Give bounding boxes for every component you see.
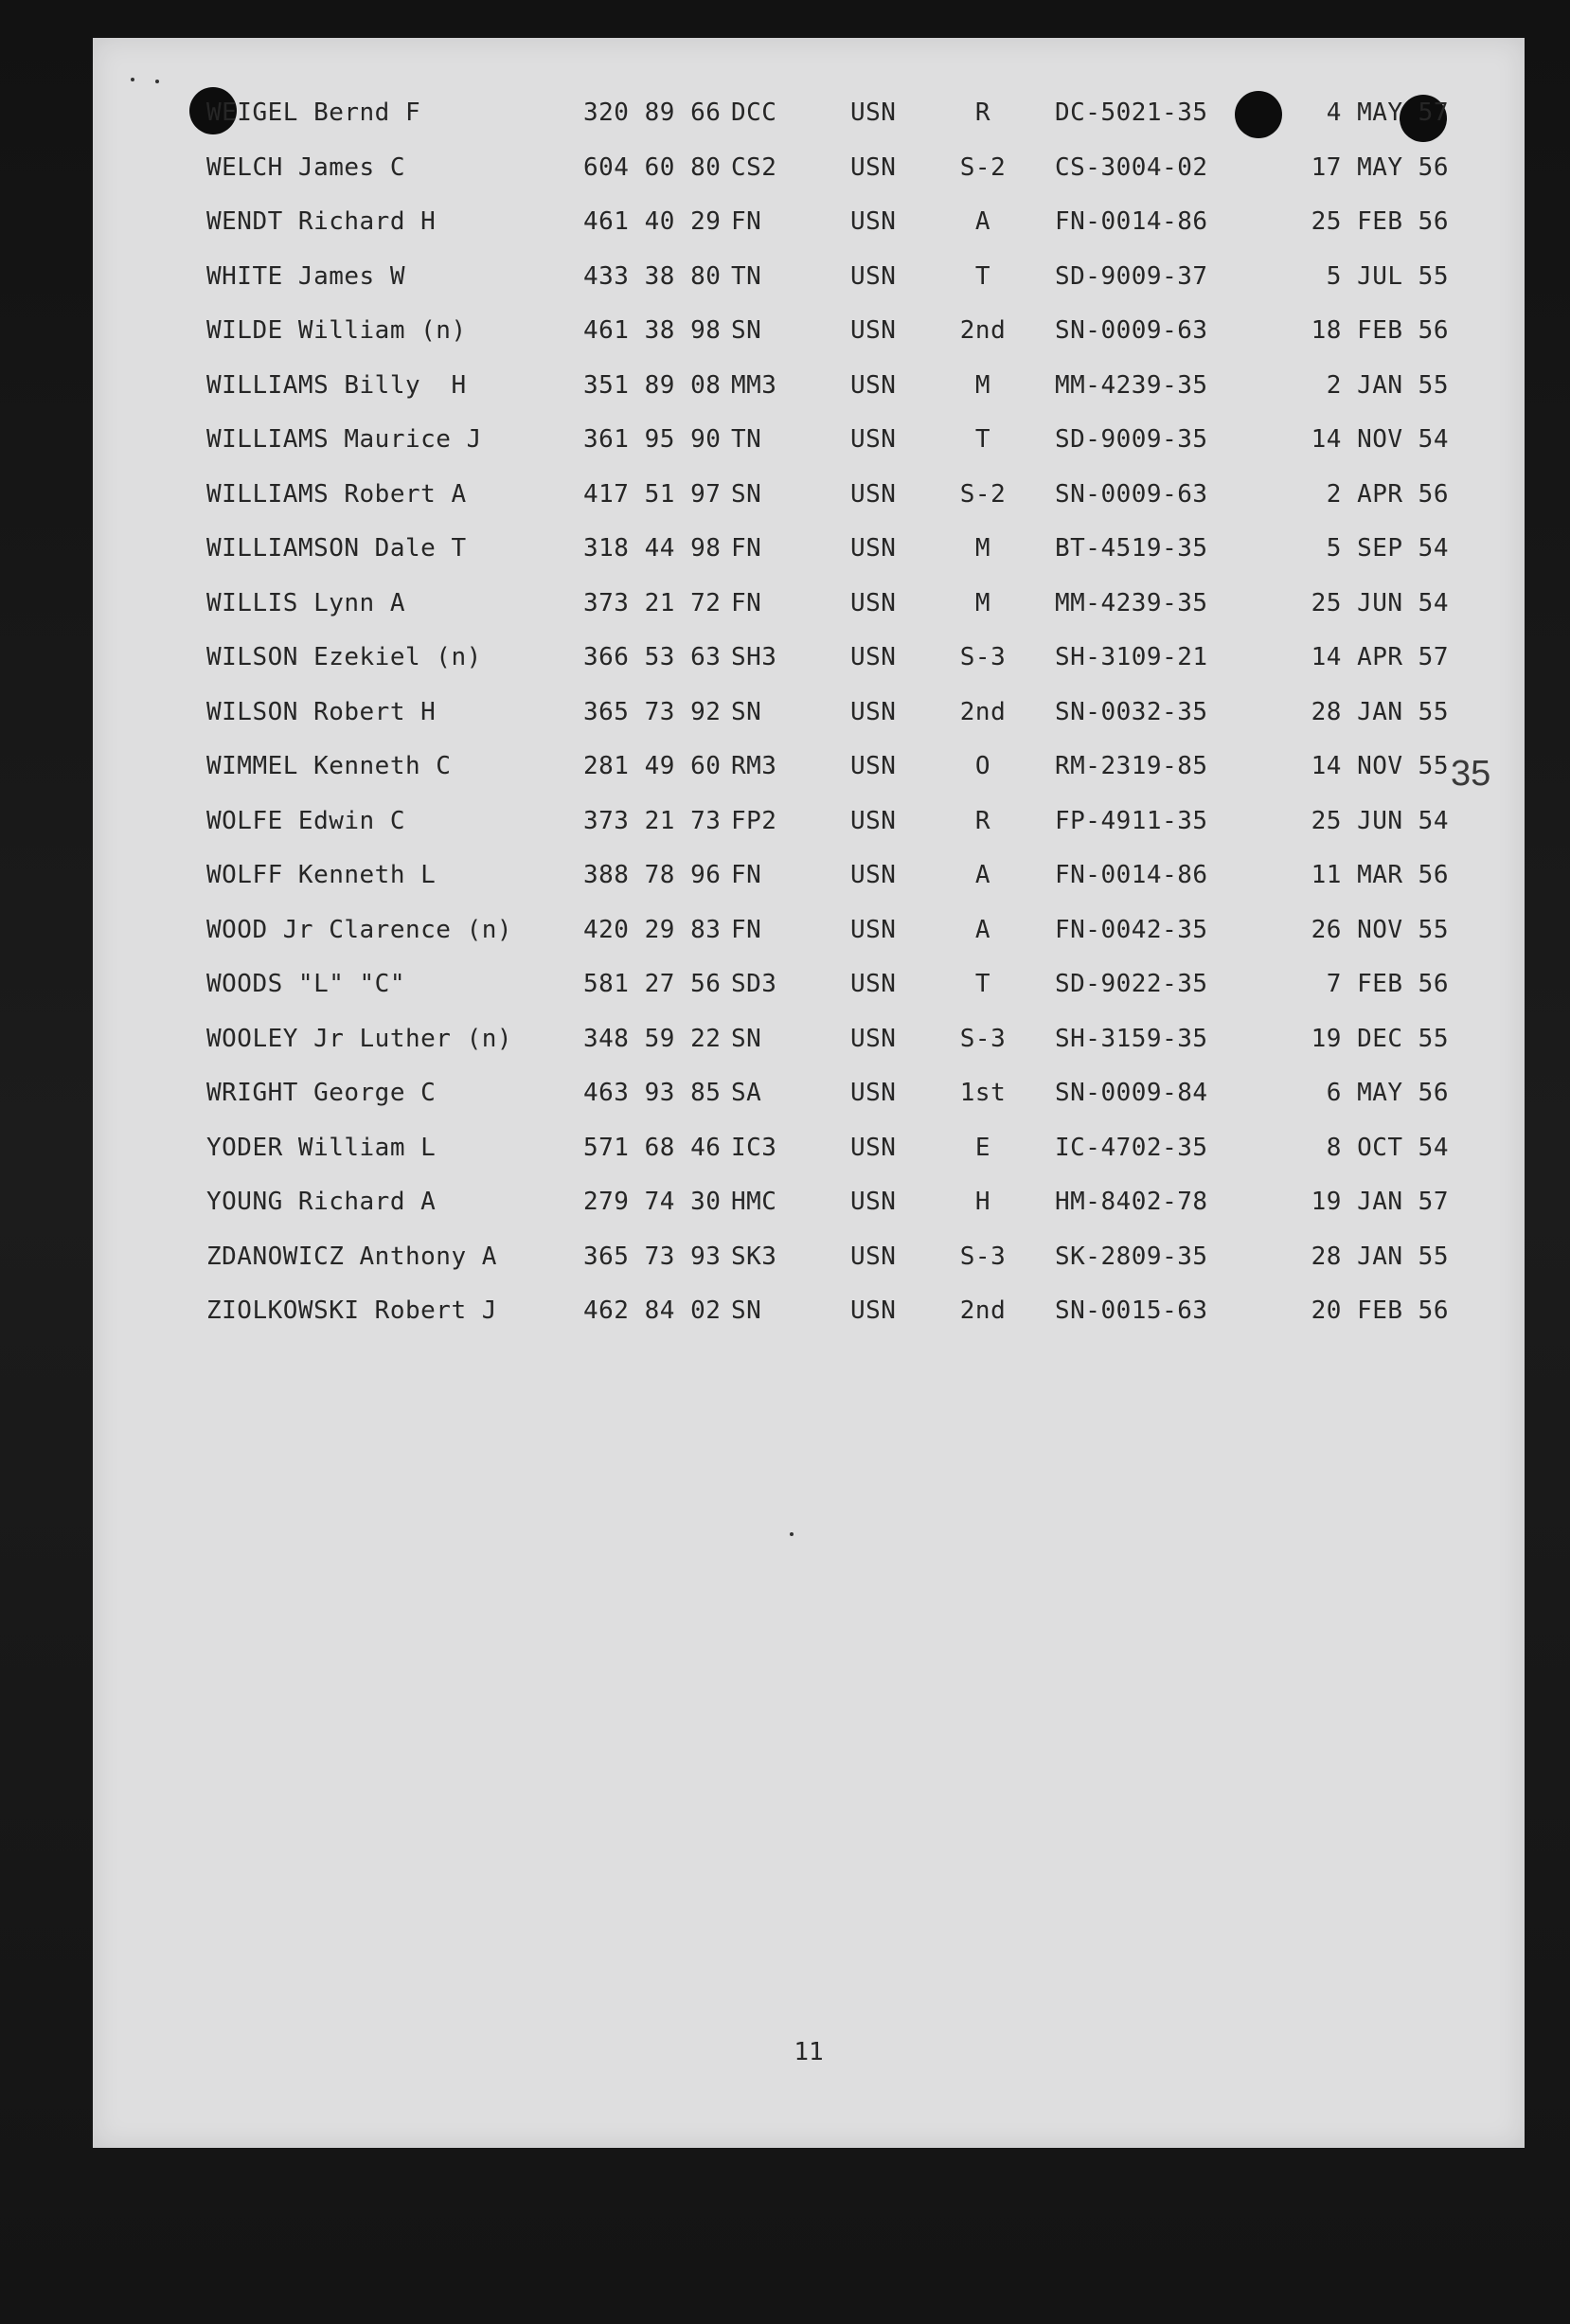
- row-date: 7 FEB 56: [1326, 970, 1449, 998]
- row-service-number: 373 21 73: [583, 806, 722, 835]
- row-division: M: [974, 588, 991, 617]
- row-service-number: 433 38 80: [583, 261, 722, 291]
- row-name: WIMMEL Kenneth C: [206, 752, 452, 780]
- row-name: ZDANOWICZ Anthony A: [206, 1242, 497, 1271]
- row-date: 19 JAN 57: [1311, 1188, 1449, 1216]
- row-rate: FN: [731, 588, 762, 617]
- row-service-number: 373 21 72: [583, 588, 722, 617]
- row-name: WILLIAMS Billy H: [206, 370, 467, 400]
- row-rate: SA: [731, 1079, 762, 1107]
- row-code: FN-0042-35: [1055, 915, 1208, 944]
- row-date: 2 APR 56: [1326, 479, 1449, 509]
- row-date: 4 MAY 57: [1326, 98, 1449, 127]
- row-rate: MM3: [731, 370, 777, 400]
- page-number: 11: [794, 2038, 824, 2066]
- table-row: [93, 970, 1525, 1008]
- row-code: FN-0014-86: [1055, 861, 1208, 889]
- row-service-number: 320 89 66: [583, 98, 722, 127]
- row-date: 5 JUL 55: [1326, 261, 1449, 291]
- row-name: WILDE William (n): [206, 316, 467, 345]
- row-name: WELCH James C: [206, 152, 405, 182]
- row-code: SH-3159-35: [1055, 1024, 1208, 1053]
- row-name: WOODS "L" "C": [206, 970, 405, 998]
- row-service-number: 279 74 30: [583, 1188, 722, 1216]
- row-name: YOUNG Richard A: [206, 1188, 437, 1216]
- row-service-number: 281 49 60: [583, 752, 722, 780]
- row-code: MM-4239-35: [1055, 588, 1208, 617]
- row-date: 25 JUN 54: [1311, 588, 1449, 617]
- row-date: 11 MAR 56: [1311, 861, 1449, 889]
- row-branch: USN: [850, 915, 897, 944]
- table-row: [93, 480, 1525, 518]
- row-date: 26 NOV 55: [1311, 915, 1449, 944]
- table-row: [93, 1134, 1525, 1171]
- table-row: [93, 916, 1525, 954]
- row-name: WHITE James W: [206, 261, 405, 291]
- row-branch: USN: [850, 152, 897, 182]
- table-row: [93, 1242, 1525, 1280]
- row-rate: FN: [731, 915, 762, 944]
- row-division: M: [974, 370, 991, 400]
- row-branch: USN: [850, 643, 897, 671]
- row-code: IC-4702-35: [1055, 1133, 1208, 1162]
- table-row: [93, 752, 1525, 790]
- row-code: DC-5021-35: [1055, 98, 1208, 127]
- row-code: SD-9009-35: [1055, 425, 1208, 454]
- row-code: SN-0009-63: [1055, 479, 1208, 509]
- row-branch: USN: [850, 534, 897, 563]
- row-code: BT-4519-35: [1055, 534, 1208, 563]
- table-row: [93, 207, 1525, 245]
- row-division: S-3: [959, 643, 1007, 671]
- row-division: T: [974, 970, 991, 998]
- row-rate: SN: [731, 1024, 762, 1053]
- row-name: WOOD Jr Clarence (n): [206, 915, 513, 944]
- row-branch: USN: [850, 697, 897, 726]
- row-code: SN-0015-63: [1055, 1296, 1208, 1325]
- table-row: [93, 698, 1525, 736]
- row-branch: USN: [850, 207, 897, 236]
- row-division: R: [974, 98, 991, 127]
- row-rate: RM3: [731, 752, 777, 780]
- row-code: MM-4239-35: [1055, 370, 1208, 400]
- row-rate: FN: [731, 207, 762, 236]
- row-division: A: [974, 915, 991, 944]
- table-row: [93, 1025, 1525, 1063]
- row-division: 2nd: [959, 316, 1007, 345]
- row-division: S-3: [959, 1024, 1007, 1053]
- row-service-number: 366 53 63: [583, 643, 722, 671]
- table-row: [93, 1188, 1525, 1225]
- row-code: SN-0009-84: [1055, 1079, 1208, 1107]
- row-division: A: [974, 861, 991, 889]
- row-date: 14 NOV 54: [1311, 425, 1449, 454]
- row-name: WILLIS Lynn A: [206, 588, 405, 617]
- side-number: 35: [1451, 754, 1491, 794]
- row-division: 2nd: [959, 1296, 1007, 1325]
- row-date: 14 NOV 55: [1311, 752, 1449, 780]
- table-row: [93, 534, 1525, 572]
- row-branch: USN: [850, 1296, 897, 1325]
- table-row: [93, 425, 1525, 463]
- row-division: 1st: [959, 1079, 1007, 1107]
- row-division: M: [974, 534, 991, 563]
- row-code: CS-3004-02: [1055, 152, 1208, 182]
- table-row: [93, 589, 1525, 627]
- row-division: 2nd: [959, 697, 1007, 726]
- row-service-number: 365 73 92: [583, 697, 722, 726]
- row-date: 20 FEB 56: [1311, 1296, 1449, 1325]
- table-row: [93, 807, 1525, 845]
- row-code: SD-9022-35: [1055, 970, 1208, 998]
- row-division: E: [974, 1133, 991, 1162]
- row-name: WILLIAMS Robert A: [206, 479, 467, 509]
- row-code: RM-2319-85: [1055, 752, 1208, 780]
- row-service-number: 463 93 85: [583, 1079, 722, 1107]
- row-rate: CS2: [731, 152, 777, 182]
- row-date: 19 DEC 55: [1311, 1024, 1449, 1053]
- row-branch: USN: [850, 425, 897, 454]
- row-service-number: 365 73 93: [583, 1242, 722, 1271]
- speck: [790, 1532, 794, 1536]
- row-name: ZIOLKOWSKI Robert J: [206, 1296, 497, 1325]
- row-name: WILLIAMS Maurice J: [206, 425, 482, 454]
- row-division: T: [974, 425, 991, 454]
- speck: [131, 78, 134, 81]
- row-date: 6 MAY 56: [1326, 1079, 1449, 1107]
- row-date: 28 JAN 55: [1311, 697, 1449, 726]
- row-name: WILSON Ezekiel (n): [206, 643, 482, 671]
- row-date: 17 MAY 56: [1311, 152, 1449, 182]
- row-code: SK-2809-35: [1055, 1242, 1208, 1271]
- row-service-number: 604 60 80: [583, 152, 722, 182]
- row-rate: SH3: [731, 643, 777, 671]
- row-branch: USN: [850, 970, 897, 998]
- row-branch: USN: [850, 261, 897, 291]
- table-row: [93, 98, 1525, 136]
- table-row: [93, 861, 1525, 899]
- row-date: 25 FEB 56: [1311, 207, 1449, 236]
- row-service-number: 571 68 46: [583, 1133, 722, 1162]
- row-rate: DCC: [731, 98, 777, 127]
- table-row: [93, 643, 1525, 681]
- row-division: T: [974, 261, 991, 291]
- row-division: S-3: [959, 1242, 1007, 1271]
- row-service-number: 581 27 56: [583, 970, 722, 998]
- row-date: 28 JAN 55: [1311, 1242, 1449, 1271]
- row-code: SN-0032-35: [1055, 697, 1208, 726]
- table-row: [93, 1296, 1525, 1334]
- row-name: WEIGEL Bern⁠d F: [206, 98, 421, 127]
- row-service-number: 388 78 96: [583, 861, 722, 889]
- row-branch: USN: [850, 806, 897, 835]
- row-name: WOLFF Kenneth L: [206, 861, 437, 889]
- row-service-number: 351 89 08: [583, 370, 722, 400]
- row-rate: SK3: [731, 1242, 777, 1271]
- row-rate: SD3: [731, 970, 777, 998]
- row-service-number: 417 51 97: [583, 479, 722, 509]
- row-code: FN-0014-86: [1055, 207, 1208, 236]
- row-branch: USN: [850, 479, 897, 509]
- row-date: 8 OCT 54: [1326, 1133, 1449, 1162]
- table-row: [93, 371, 1525, 409]
- row-branch: USN: [850, 588, 897, 617]
- row-rate: TN: [731, 425, 762, 454]
- row-division: S-2: [959, 479, 1007, 509]
- row-name: WILSON Robert H: [206, 697, 437, 726]
- row-date: 25 JUN 54: [1311, 806, 1449, 835]
- row-code: SD-9009-37: [1055, 261, 1208, 291]
- row-service-number: 420 29 83: [583, 915, 722, 944]
- row-name: WOLFE Edwin C: [206, 806, 405, 835]
- row-code: FP-4911-35: [1055, 806, 1208, 835]
- row-branch: USN: [850, 316, 897, 345]
- row-rate: SN: [731, 316, 762, 345]
- row-name: WRIGHT George C: [206, 1079, 437, 1107]
- row-branch: USN: [850, 861, 897, 889]
- row-division: R: [974, 806, 991, 835]
- row-service-number: 462 84 02: [583, 1296, 722, 1325]
- row-name: WENDT Richard H: [206, 207, 437, 236]
- row-rate: FN: [731, 861, 762, 889]
- table-row: [93, 1079, 1525, 1117]
- row-division: S-2: [959, 152, 1007, 182]
- row-branch: USN: [850, 1024, 897, 1053]
- table-row: [93, 262, 1525, 300]
- row-service-number: 361 95 90: [583, 425, 722, 454]
- row-division: A: [974, 207, 991, 236]
- row-rate: FN: [731, 534, 762, 563]
- row-branch: USN: [850, 1188, 897, 1216]
- table-row: [93, 153, 1525, 191]
- row-rate: HMC: [731, 1188, 777, 1216]
- row-date: 2 JAN 55: [1326, 370, 1449, 400]
- row-division: H: [974, 1188, 991, 1216]
- row-branch: USN: [850, 1079, 897, 1107]
- row-service-number: 461 40 29: [583, 207, 722, 236]
- row-service-number: 461 38 98: [583, 316, 722, 345]
- row-rate: SN: [731, 697, 762, 726]
- row-branch: USN: [850, 98, 897, 127]
- row-code: SN-0009-63: [1055, 316, 1208, 345]
- row-rate: FP2: [731, 806, 777, 835]
- row-service-number: 318 44 98: [583, 534, 722, 563]
- row-branch: USN: [850, 370, 897, 400]
- row-date: 14 APR 57: [1311, 643, 1449, 671]
- row-date: 5 SEP 54: [1326, 534, 1449, 563]
- document-page: [93, 38, 1525, 2148]
- table-row: [93, 316, 1525, 354]
- row-service-number: 348 59 22: [583, 1024, 722, 1053]
- row-division: O: [974, 752, 991, 780]
- row-name: YODER William L: [206, 1133, 437, 1162]
- row-code: HM-8402-78: [1055, 1188, 1208, 1216]
- row-rate: TN: [731, 261, 762, 291]
- row-branch: USN: [850, 1133, 897, 1162]
- row-branch: USN: [850, 1242, 897, 1271]
- row-branch: USN: [850, 752, 897, 780]
- row-code: SH-3109-21: [1055, 643, 1208, 671]
- row-rate: SN: [731, 479, 762, 509]
- row-rate: IC3: [731, 1133, 777, 1162]
- row-name: WOOLEY Jr Luther (n): [206, 1024, 513, 1053]
- row-date: 18 FEB 56: [1311, 316, 1449, 345]
- row-name: WILLIAMSON Dale T: [206, 534, 467, 563]
- speck: [155, 80, 159, 83]
- row-rate: SN: [731, 1296, 762, 1325]
